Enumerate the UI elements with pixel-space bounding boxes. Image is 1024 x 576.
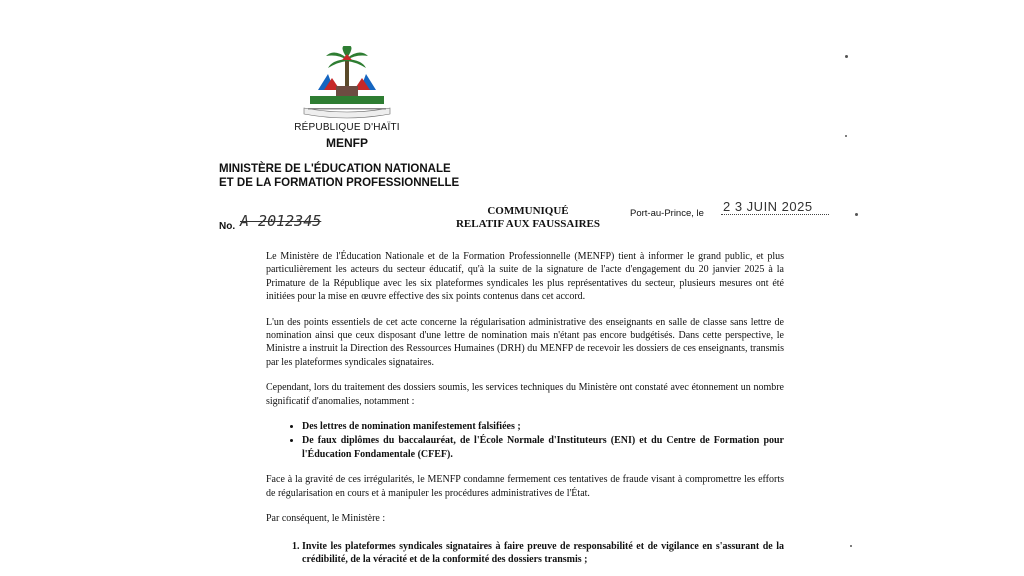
anomalies-list — [266, 420, 784, 461]
list-item: 1. Invite les plateformes syndicales signataires à faire preuve de responsabilité et de vigilance en s'assurant de la crédibilité, de la véracité et de la conformité des dossiers transmis ; — [302, 540, 784, 567]
paragraph-condemnation: Face à la gravité de ces irrégularités, le MENFP condamne fermement ces tentatives de fraude visant à compromettre les efforts de régularisation en cours et à manipuler les procédures administratives de l'État. — [266, 474, 784, 499]
paragraph-anomalies: Cependant, lors du traitement des dossiers soumis, les services techniques du Ministère ont constaté avec étonnement un nombre significatif d'anomalies, notamment : — [266, 382, 784, 407]
ministry-acronym: MENFP — [326, 136, 368, 150]
document-title — [430, 205, 626, 231]
scan-speck — [845, 135, 847, 137]
scan-speck — [845, 55, 848, 58]
paragraph-intro: Le Ministère de l'Éducation Nationale et de la Formation Professionnelle (MENFP) tient à informer le grand public, et plus particulièrement les acteurs du secteur éducatif, qu'à la suite de la signature de l'acte d'engagement du 20 janvier 2025 à la Primature de la République avec les six plateformes syndicales les plus représentatives du secteur, plusieurs mesures ont été initiées pour la mise en œuvre effective des six points contenus dans cet accord. — [266, 251, 784, 303]
communique-body — [266, 250, 784, 566]
ministry-name-line1: MINISTÈRE DE L'ÉDUCATION NATIONALE — [219, 163, 451, 175]
scan-speck — [850, 545, 852, 547]
scan-speck — [855, 213, 858, 216]
title-line2: RELATIF AUX FAUSSAIRES — [455, 218, 601, 230]
reference-label: No. — [219, 221, 236, 232]
dateline-date: 2 3 JUIN 2025 — [721, 199, 829, 215]
title-line1: COMMUNIQUÉ — [487, 205, 569, 217]
measures-list — [266, 540, 784, 567]
reference-number: A 2012345 — [240, 212, 322, 230]
ministry-name — [219, 162, 459, 190]
list-item: • Des lettres de nomination manifestement falsifiées ; — [302, 420, 784, 433]
coat-of-arms-icon — [298, 46, 396, 120]
paragraph-regularisation: L'un des points essentiels de cet acte concerne la régularisation administrative des enseignants en salle de classe sans lettre de nomination ainsi que ceux disposant d'une lettre de nomination mais n'étant pas encore budgétisés. Dans cette perspective, le Ministre a instruit la Direction des Ressources Humaines (DRH) du MENFP de recevoir les dossiers de ces enseignants, transmis par les plateformes syndicales signataires. — [266, 316, 784, 368]
dateline-place: Port-au-Prince, le — [630, 208, 704, 219]
republic-label: RÉPUBLIQUE D'HAÏTI — [294, 122, 400, 133]
list-item: • De faux diplômes du baccalauréat, de l'École Normale d'Instituteurs (ENI) et du Centre de Formation pour l'Éducation Fondamentale (CFEF). — [302, 434, 784, 461]
paragraph-consequence: Par conséquent, le Ministère : — [266, 513, 386, 525]
ministry-name-line2: ET DE LA FORMATION PROFESSIONNELLE — [219, 177, 460, 189]
